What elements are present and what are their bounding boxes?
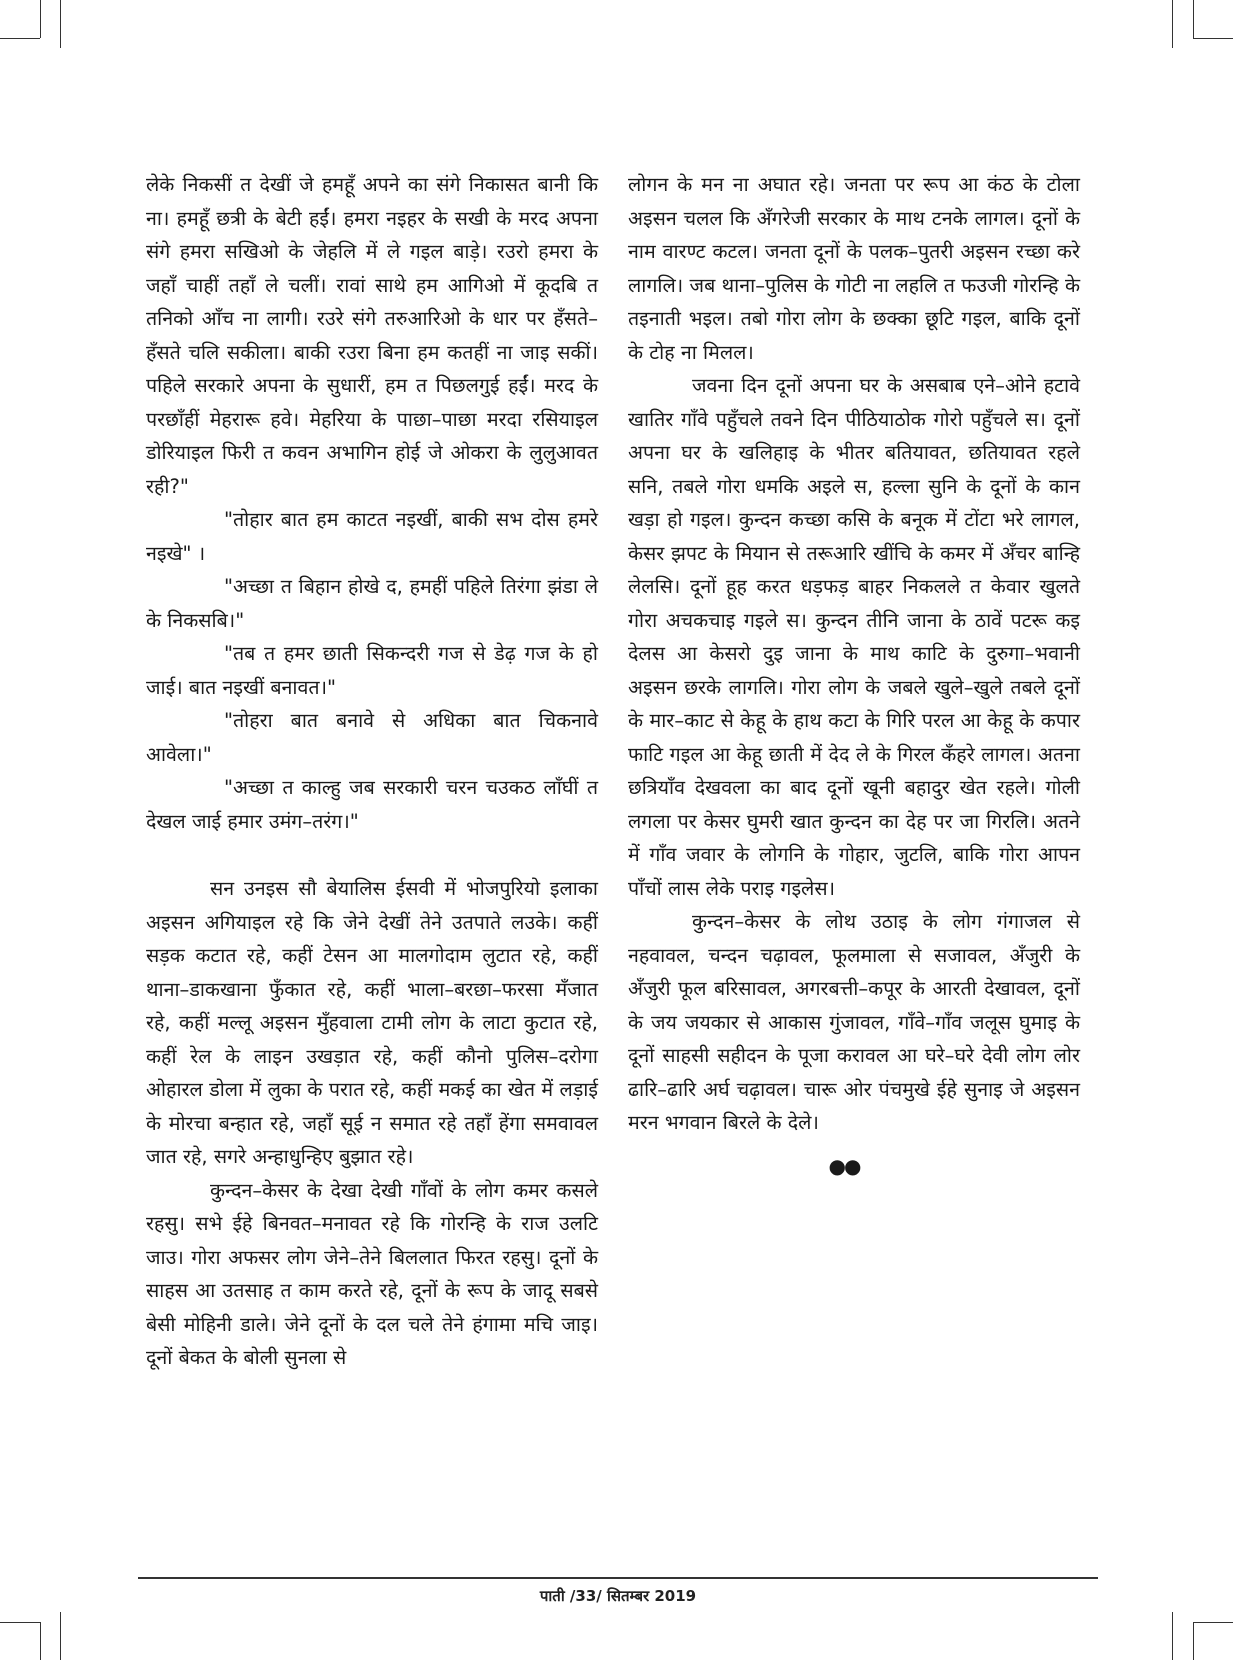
crop-mark-top-right-v2: [1172, 0, 1173, 48]
left-column: [146, 168, 598, 1375]
paragraph: लोगन के मन ना अघात रहे। जनता पर रूप आ कंठ के टोला अइसन चलल कि अँगरेजी सरकार के माथ टनके लागल। दूनों के नाम वारण्ट कटल। जनता दूनों के पलक–पुतरी अइसन रच्छा करे लागलि। जब थाना–पुलिस के गोटी ना लहलि त फउजी गोरन्हि के तइनाती भइल। तबो गोरा लोग के छक्का छूटि गइल, बाकि दूनों के टोह ना मिलल।: [628, 173, 1080, 364]
crop-mark-top-right-v: [1193, 0, 1194, 38]
dialogue-line: "तोहरा बात बनावे से अधिका बात चिकनावे आवेला।": [146, 709, 598, 766]
footer-rule: [138, 1577, 1098, 1579]
crop-mark-bottom-right-v2: [1172, 1612, 1173, 1660]
section-gap: [146, 838, 598, 872]
crop-mark-bottom-left-v2: [60, 1612, 61, 1660]
paragraph: कुन्दन–केसर के देखा देखी गाँवों के लोग कमर कसले रहसु। सभे ईहे बिनवत–मनावत रहे कि गोरन्हि के राज उलटि जाउ। गोरा अफसर लोग जेने–तेने बिललात फिरत रहसु। दूनों के साहस आ उतसाह त काम करते रहे, दूनों के रूप के जादू सबसे बेसी मोहिनी डाले। जेने दूनों के दल चले तेने हंगामा मचि जाइ। दूनों बेकत के बोली सुनला से: [146, 1178, 598, 1369]
right-column: [628, 168, 1080, 1183]
end-mark: ●●: [828, 1153, 860, 1178]
crop-mark-top-left-h: [0, 38, 40, 39]
crop-mark-bottom-left-v: [40, 1622, 41, 1660]
dialogue-line: "अच्छा त बिहान होखे द, हमहीं पहिले तिरंगा झंडा ले के निकसबि।": [146, 575, 598, 632]
crop-mark-top-right-h: [1193, 38, 1233, 39]
page-footer: पाती /33/ सितम्बर 2019: [539, 1587, 697, 1605]
paragraph: लेके निकसीं त देखीं जे हमहूँ अपने का संगे निकासत बानी कि ना। हमहूँ छत्री के बेटी हईं। हमरा नइहर के सखी के मरद अपना संगे हमरा सखिओ के जेहलि में ले गइल बाड़े। रउरो हमरा के जहाँ चाहीं तहाँ ले चलीं। रावां साथे हम आगिओ में कूदबि त तनिको आँच ना लागी। रउरे संगे तरुआरिओ के धार पर हँसते–हँसते चलि सकीला। बाकी रउरा बिना हम कतहीं ना जाइ सकीं। पहिले सरकारे अपना के सुधारीं, हम त पिछलगुई हईं। मरद के परछाँहीं मेहरारू हवे। मेहरिया के पाछा–पाछा मरदा रसियाइल डोरियाइल फिरी त कवन अभागिन होई जे ओकरा के लुलुआवत रही?": [146, 173, 598, 498]
crop-mark-top-left-v: [40, 0, 41, 38]
dialogue-line: "अच्छा त काल्हु जब सरकारी चरन चउकठ लाँघीं त देखल जाई हमार उमंग–तरंग।": [146, 776, 598, 833]
paragraph: जवना दिन दूनों अपना घर के असबाब एने–ओने हटावे खातिर गाँवे पहुँचले तवने दिन पीठियाठोक गोरो पहुँचले स। दूनों अपना घर के खलिहाइ के भीतर बतियावत, छतियावत रहले सनि, तबले गोरा धमकि अइले स, हल्ला सुनि के दूनों के कान खड़ा हो गइल। कुन्दन कच्छा कसि के बनूक में टोंटा भरे लागल, केसर झपट के मियान से तरूआरि खींचि के कमर में अँचर बान्हि लेलसि। दूनों हूह करत धड़फड़ बाहर निकलले त केवार खुलते गोरा अचकचाइ गइले स। कुन्दन तीनि जाना के ठावें पटरू कइ देलस आ केसरो दुइ जाना के माथ काटि के दुरुगा–भवानी अइसन छरके लागलि। गोरा लोग के जबले खुले–खुले तबले दूनों के मार–काट से केहू के हाथ कटा के गिरि परल आ केहू के कपार फाटि गइल आ केहू छाती में देद ले के गिरल कँहरे लागल। अतना छत्रियाँव देखवला का बाद दूनों खूनी बहादुर खेत रहले। गोली लगला पर केसर घुमरी खात कुन्दन का देह पर जा गिरलि। अतने में गाँव जवार के लोगनि के गोहार, जुटलि, बाकि गोरा आपन पाँचों लास लेके पराइ गइलेस।: [628, 374, 1080, 900]
crop-mark-bottom-left-h: [0, 1622, 40, 1623]
paragraph: सन उनइस सौ बेयालिस ईसवी में भोजपुरियो इलाका अइसन अगियाइल रहे कि जेने देखीं तेने उतपाते लउके। कहीं सड़क कटात रहे, कहीं टेसन आ मालगोदाम लुटात रहे, कहीं थाना–डाकखाना फुँकात रहे, कहीं भाला–बरछा–फरसा मँजात रहे, कहीं मल्लू अइसन मुँहवाला टामी लोग के लाटा कुटात रहे, कहीं रेल के लाइन उखड़ात रहे, कहीं कौनो पुलिस–दरोगा ओहारल डोला में लुका के परात रहे, कहीं मकई का खेत में लड़ाई के मोरचा बन्हात रहे, जहाँ सूई न समात रहे तहाँ हेंगा समवावल जात रहे, सगरे अन्हाधुन्हिए बुझात रहे।: [146, 877, 598, 1168]
paragraph: कुन्दन–केसर के लोथ उठाइ के लोग गंगाजल से नहवावल, चन्दन चढ़ावल, फूलमाला से सजावल, अँजुरी के अँजुरी फूल बरिसावल, अगरबत्ती–कपूर के आरती देखावल, दूनों के जय जयकार से आकास गुंजावल, गाँवे–गाँव जलूस घुमाइ के दूनों साहसी सहीदन के पूजा करावल आ घरे–घरे देवी लोग लोर ढारि–ढारि अर्घ चढ़ावल। चारू ओर पंचमुखे ईहे सुनाइ जे अइसन मरन भगवान बिरले के देले।: [628, 910, 1080, 1134]
dialogue-line: "तब त हमर छाती सिकन्दरी गज से डेढ़ गज के हो जाई। बात नइखीं बनावत।": [146, 642, 598, 699]
crop-mark-bottom-right-h: [1193, 1622, 1233, 1623]
crop-mark-bottom-right-v: [1193, 1622, 1194, 1660]
crop-mark-top-left-v2: [60, 0, 61, 48]
dialogue-line: "तोहार बात हम काटत नइखीं, बाकी सभ दोस हमरे नइखे" ।: [146, 508, 598, 565]
